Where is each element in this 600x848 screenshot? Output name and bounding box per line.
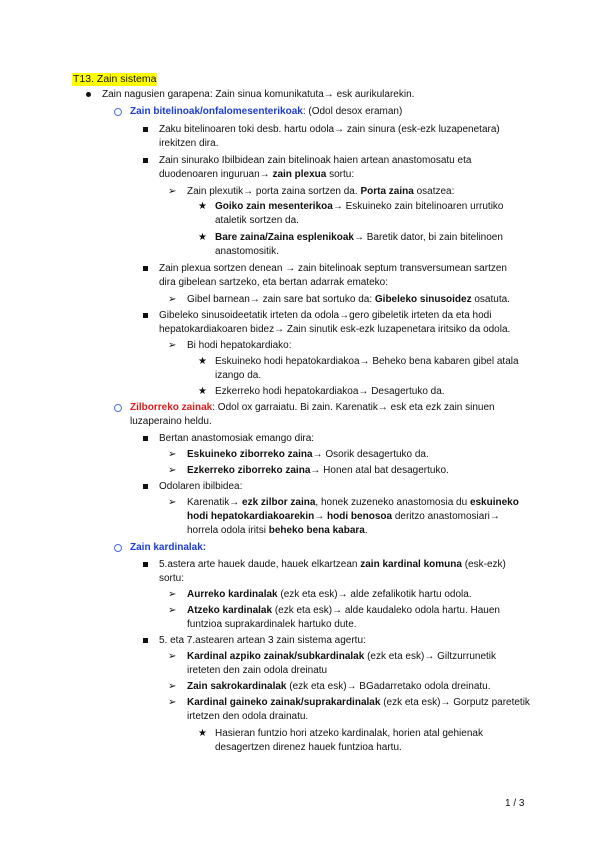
bold-term: Atzeko kardinalak [187, 605, 273, 616]
text-line [159, 558, 506, 571]
bullet-square [143, 484, 148, 489]
bold-term: Porta zaina [360, 186, 414, 197]
bold-term: Eskuineko ziborreko zaina [187, 449, 313, 460]
arrowhead-bullet-icon: ➢ [168, 186, 177, 197]
bold-term: hodi hepatokardiakoarekin [187, 511, 315, 522]
arrowhead-bullet-icon: ➢ [168, 697, 177, 708]
text-span: duodenoaren inguruan→ [159, 169, 273, 180]
text-line [187, 524, 368, 537]
text-span: (ezk eta esk)→ Gorputz paretetik [380, 697, 530, 708]
text-span: Karenatik→ [187, 497, 243, 508]
text-line: anastomositik. [215, 246, 279, 257]
text-line [187, 588, 472, 601]
text-span: → Eskuineko zain bitelinoaren urrutiko [332, 201, 504, 212]
star-bullet-icon: ★ [198, 232, 207, 243]
star-bullet-icon: ★ [198, 386, 207, 397]
bullet-circle [114, 544, 122, 552]
section-umbilical-note: : Odol ox garraiatu. Bi zain. Karenatik→ esk eta ezk zain sinuen [212, 402, 495, 413]
bullet-circle [114, 108, 122, 116]
bold-term: beheko bena kabara [268, 525, 365, 536]
section-umbilical-heading: Zilborreko zainak [130, 402, 213, 413]
text-line: Gibeleko sinusoideetatik irteten da odola→gero gibeletik irteten da eta hodi [159, 310, 492, 321]
text-line: Zain sinurako Ibilbidean zain bitelinoak haien artean anastomosatu eta [159, 155, 472, 166]
document-title: T13. Zain sistema [73, 73, 157, 85]
text-line [215, 200, 503, 213]
section-cardinal [130, 541, 206, 554]
text-line: sortu: [159, 573, 185, 584]
bold-term: Bare zaina/Zaina esplenikoak [215, 232, 354, 243]
text-line [187, 680, 491, 693]
bold-term: Ezkerreko ziborreko zaina [187, 465, 311, 476]
text-line [187, 185, 454, 198]
text-line [187, 604, 500, 617]
text-line [187, 650, 496, 663]
section-vitelline-note: : (Odol desox eraman) [302, 106, 403, 117]
text-line: Zaku bitelinoaren toki desb. hartu odola→ zain sinura (esk-ezk luzapenetara) [159, 124, 500, 135]
text-line: izango da. [215, 370, 262, 381]
text-line: Ezkerreko hodi hepatokardiakoa→ Desagertuko da. [215, 386, 445, 397]
arrowhead-bullet-icon: ➢ [168, 449, 177, 460]
star-bullet-icon: ★ [198, 728, 207, 739]
section-cardinal-heading: Zain kardinalak: [130, 542, 207, 553]
text-span: (ezk eta esk)→ Giltzurrunetik [364, 651, 497, 662]
text-span: (ezk eta esk)→ alde zefalikotik hartu odola. [277, 589, 472, 600]
star-bullet-icon: ★ [198, 201, 207, 212]
text-line: Bi hodi hepatokardiako: [187, 340, 292, 351]
bold-term: ezk zilbor zaina [242, 497, 316, 508]
bold-term: hodi benosoa [327, 511, 393, 522]
arrowhead-bullet-icon: ➢ [168, 497, 177, 508]
bold-term: Zain sakrokardinalak [187, 681, 287, 692]
intro-line: Zain nagusien garapena: Zain sinua komunikatuta→ esk aurikularekin. [102, 89, 415, 100]
bullet-square [143, 313, 148, 318]
text-line: irtetzen den odola drainatu. [187, 711, 309, 722]
bold-term: Kardinal gaineko zainak/suprakardinalak [187, 697, 381, 708]
text-line: luzaperaino heldu. [130, 416, 212, 427]
text-line: Bertan anastomosiak emango dira: [159, 433, 315, 444]
arrowhead-bullet-icon: ➢ [168, 651, 177, 662]
text-line [187, 293, 510, 306]
bold-term: eskuineko [469, 497, 519, 508]
arrowhead-bullet-icon: ➢ [168, 589, 177, 600]
text-span: osatuta. [471, 294, 510, 305]
arrowhead-bullet-icon: ➢ [168, 465, 177, 476]
text-line: Odolaren ibilbidea: [159, 481, 243, 492]
text-span: horrela odola iritsi [187, 525, 269, 536]
text-span: → Baretik dator, bi zain bitelinoen [353, 232, 503, 243]
text-line: irekitzen dira. [159, 138, 219, 149]
text-line: Zain plexua sortzen denean → zain bitelinoak septum transversumean sartzen [159, 263, 507, 274]
text-span: (ezk eta esk)→ BGadarretako odola dreinatu. [286, 681, 491, 692]
text-span: → Honen atal bat desagertuko. [310, 465, 449, 476]
text-line [159, 168, 354, 181]
text-line [187, 464, 449, 477]
bullet-dot [86, 92, 91, 97]
text-line: funtzioa suprakardinalek hartuko dute. [187, 619, 357, 630]
bullet-circle [114, 404, 122, 412]
section-vitelline-heading: Zain bitelinoak/onfalomesenterikoak [130, 106, 303, 117]
text-line [187, 510, 500, 523]
text-line: ireteten den zain odola dreinatu [187, 665, 328, 676]
text-line [187, 496, 519, 509]
text-span: sortu: [326, 169, 355, 180]
bold-term: Goiko zain mesenterikoa [215, 201, 333, 212]
text-span: (esk-ezk) [461, 559, 506, 570]
bold-term: Aurreko kardinalak [187, 589, 278, 600]
bullet-square [143, 638, 148, 643]
bullet-square [143, 436, 148, 441]
bullet-square [143, 562, 148, 567]
text-span: 5.astera arte hauek daude, hauek elkartzean [159, 559, 361, 570]
text-line: Eskuineko hodi hepatokardiakoa→ Beheko bena kabaren gibel atala [215, 356, 519, 367]
section-vitelline [130, 105, 402, 118]
page-number: 1 / 3 [505, 798, 525, 809]
arrowhead-bullet-icon: ➢ [168, 294, 177, 305]
text-span: , honek zuzeneko anastomosia du [315, 497, 470, 508]
text-span: → Osorik desagertuko da. [312, 449, 429, 460]
arrowhead-bullet-icon: ➢ [168, 681, 177, 692]
arrowhead-bullet-icon: ➢ [168, 605, 177, 616]
text-span: deritzo anastomosiari→ [392, 511, 500, 522]
text-span: Zain plexutik→ porta zaina sortzen da. [187, 186, 361, 197]
arrowhead-bullet-icon: ➢ [168, 340, 177, 351]
bullet-square [143, 266, 148, 271]
bold-term: zain kardinal komuna [360, 559, 462, 570]
text-line [187, 448, 429, 461]
text-line: hepatokardiakoaren bidez→ Zain sinutik esk-ezk luzapenetara iritsiko da odola. [159, 324, 511, 335]
text-line: ataletik sortzen da. [215, 215, 299, 226]
bullet-square [143, 158, 148, 163]
bullet-square [143, 127, 148, 132]
section-umbilical [130, 401, 495, 414]
bold-term: Gibeleko sinusoidez [374, 294, 472, 305]
text-span: osatzea: [413, 186, 455, 197]
text-line: desagertzen direnez hauek funtzioa hartu. [215, 742, 402, 753]
text-line: 5. eta 7.astearen artean 3 zain sistema agertu: [159, 635, 366, 646]
text-span: (ezk eta esk)→ alde kaudaleko odola hartu. Hauen [272, 605, 500, 616]
text-line [215, 231, 503, 244]
bold-term: Kardinal azpiko zainak/subkardinalak [187, 651, 365, 662]
text-line [187, 696, 530, 709]
bold-term: zain plexua [272, 169, 327, 180]
text-span: Gibel barnean→ zain sare bat sortuko da: [187, 294, 375, 305]
text-span: → [314, 511, 328, 522]
text-span: . [364, 525, 368, 536]
text-line: dira gibelean sartzeko, eta bertan adarrak emateko: [159, 277, 389, 288]
star-bullet-icon: ★ [198, 356, 207, 367]
text-line: Hasieran funtzio hori atzeko kardinalak, horien atal gehienak [215, 728, 483, 739]
